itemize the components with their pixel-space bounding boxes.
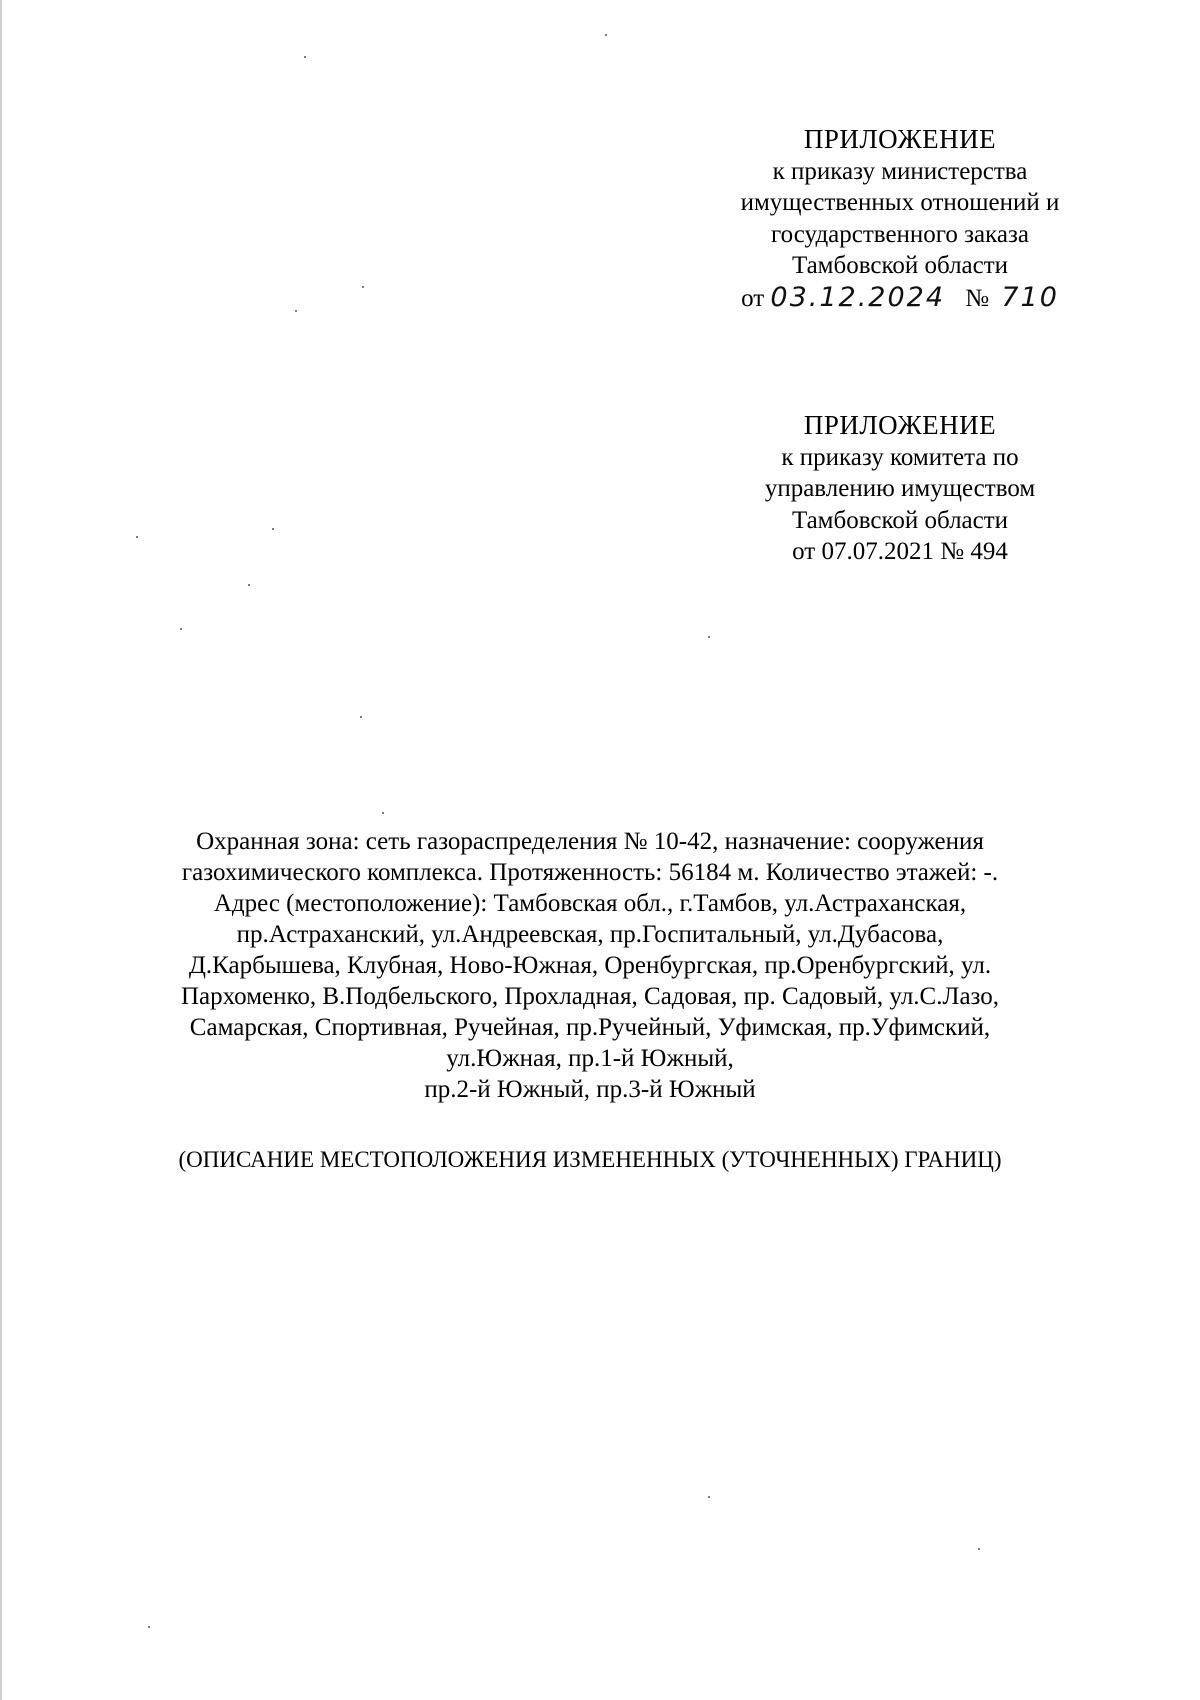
scan-left-edge — [0, 0, 2, 1700]
scan-speck — [708, 636, 710, 638]
appendix-previous-line: Тамбовской области — [791, 506, 1009, 534]
scan-speck — [362, 286, 364, 288]
handwritten-number: 710 — [1001, 281, 1059, 313]
appendix-current-header — [700, 124, 1100, 314]
scan-speck — [272, 528, 274, 530]
appendix-current-line: государственного заказа — [771, 220, 1029, 248]
appendix-current-line: имущественных отношений и — [740, 189, 1060, 216]
scan-speck — [360, 716, 362, 718]
appendix-current-title: ПРИЛОЖЕНИЕ — [803, 124, 997, 154]
section-note — [120, 1145, 1060, 1175]
zone-description-line: Охранная зона: сеть газораспределения № 10-42, назначение: сооружения — [196, 828, 984, 855]
appendix-previous-title: ПРИЛОЖЕНИЕ — [803, 410, 997, 440]
handwritten-date: 03.12.2024 — [770, 281, 946, 313]
zone-description-line: пр.2-й Южный, пр.3-й Южный — [424, 1076, 756, 1103]
appendix-current-line: Тамбовской области — [791, 252, 1009, 279]
zone-description-line: газохимического комплекса. Протяженность: 56184 м. Количество этажей: -. — [181, 859, 999, 886]
scan-speck — [605, 34, 607, 36]
zone-description-line: Пархоменко, В.Подбельского, Прохладная, Садовая, пр. Садовый, ул.С.Лазо, — [180, 983, 1000, 1010]
zone-description-line: Д.Карбышева, Клубная, Ново-Южная, Оренбургская, пр.Оренбургский, ул. — [188, 952, 992, 979]
appendix-previous-line: к приказу комитета по — [781, 443, 1019, 471]
zone-description-line: ул.Южная, пр.1-й Южный, — [446, 1045, 734, 1072]
appendix-previous-line: от 07.07.2021 № 494 — [792, 538, 1008, 565]
appendix-previous-header — [700, 410, 1100, 568]
scan-speck — [382, 812, 384, 814]
scan-speck — [248, 584, 250, 586]
appendix-previous-line: управлению имуществом — [764, 475, 1036, 502]
appendix-current-line: к приказу министерства — [772, 157, 1028, 185]
scan-speck — [708, 1496, 710, 1498]
number-sign: № — [965, 284, 990, 312]
date-prefix: от — [741, 284, 765, 312]
scan-speck — [295, 310, 297, 312]
scan-speck — [180, 628, 182, 630]
zone-description-line: Адрес (местоположение): Тамбовская обл., г.Тамбов, ул.Астраханская, — [213, 890, 967, 917]
zone-description-line: пр.Астраханский, ул.Андреевская, пр.Госпитальный, ул.Дубасова, — [236, 921, 944, 948]
zone-description-line: Самарская, Спортивная, Ручейная, пр.Ручейный, Уфимская, пр.Уфимский, — [189, 1014, 991, 1041]
scan-speck — [136, 536, 138, 538]
scan-speck — [978, 1548, 980, 1550]
scan-speck — [304, 56, 306, 58]
zone-description — [120, 826, 1060, 1105]
scan-speck — [148, 1626, 150, 1628]
appendix-current-date-line — [700, 282, 1100, 315]
section-note-text: (ОПИСАНИЕ МЕСТОПОЛОЖЕНИЯ ИЗМЕНЕННЫХ (УТОЧНЕННЫХ) ГРАНИЦ) — [178, 1147, 1002, 1172]
